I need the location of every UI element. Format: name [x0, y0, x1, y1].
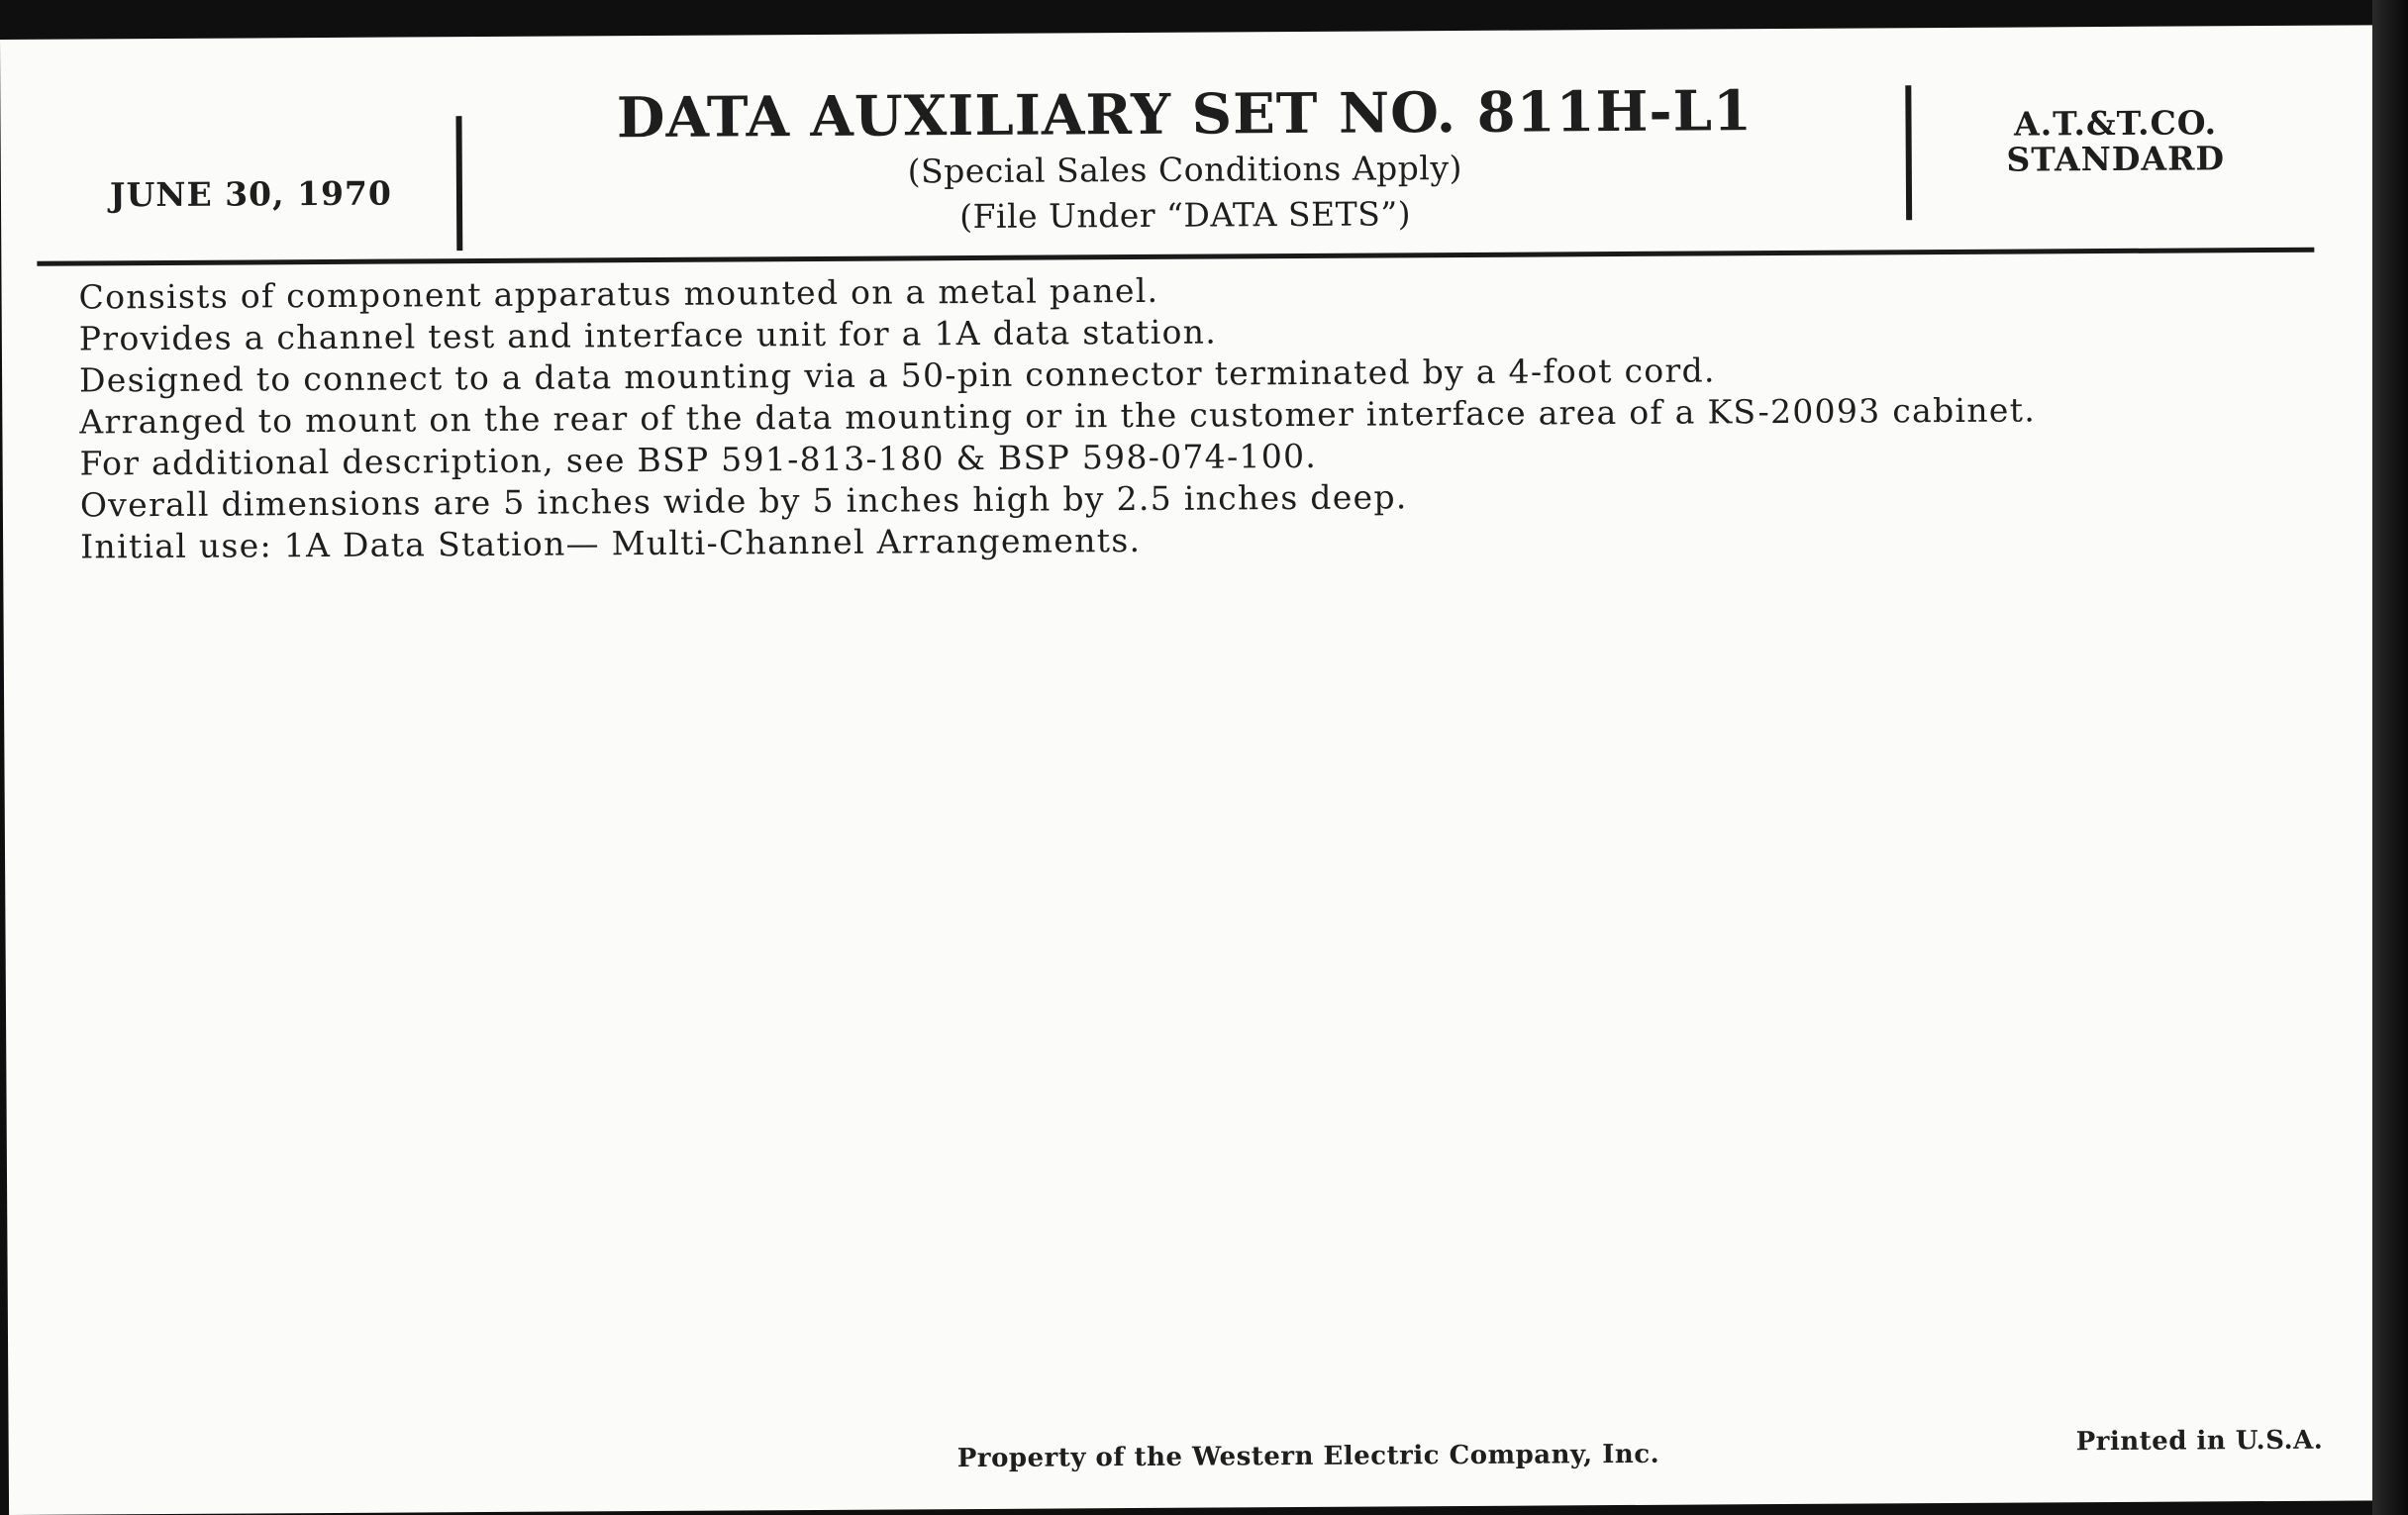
file-under-note: (File Under “DATA SETS”)	[959, 194, 1412, 237]
description-line: Designed to connect to a data mounting via a 50-pin connector terminated by a 4-foot cord.	[78, 351, 1716, 400]
standard-label: STANDARD	[2006, 139, 2226, 179]
description-line: Consists of component apparatus mounted on a metal panel.	[78, 270, 1159, 317]
description-line: Initial use: 1A Data Station— Multi-Channel Arrangements.	[80, 520, 1142, 566]
card-header	[36, 55, 2314, 248]
description-line: Overall dimensions are 5 inches wide by 5 inches high by 2.5 inches deep.	[79, 477, 1408, 525]
description-block	[78, 263, 2258, 567]
header-rule	[37, 248, 2314, 266]
scan-edge-shadow	[2372, 0, 2408, 1515]
property-notice: Property of the Western Electric Company, Inc.	[956, 1439, 1660, 1474]
standard-block	[1956, 105, 2273, 178]
printed-notice: Printed in U.S.A.	[2075, 1425, 2324, 1458]
description-line: Provides a channel test and interface unit for a 1A data station.	[78, 312, 1218, 358]
description-line: Arranged to mount on the rear of the data mounting or in the customer interface area of a KS-20093 cabinet.	[79, 390, 2037, 442]
card-title: DATA AUXILIARY SET NO. 811H-L1	[616, 78, 1754, 152]
description-line: For additional description, see BSP 591-813-180 & BSP 598-074-100.	[79, 436, 1318, 483]
title-block	[491, 77, 1878, 243]
catalog-card	[0, 25, 2381, 1515]
issue-date: JUNE 30, 1970	[109, 173, 393, 215]
card-subtitle: (Special Sales Conditions Apply)	[907, 148, 1463, 191]
header-divider-right	[1905, 85, 1912, 220]
standard-company: A.T.&T.CO.	[2013, 103, 2218, 144]
header-divider-left	[455, 116, 462, 251]
